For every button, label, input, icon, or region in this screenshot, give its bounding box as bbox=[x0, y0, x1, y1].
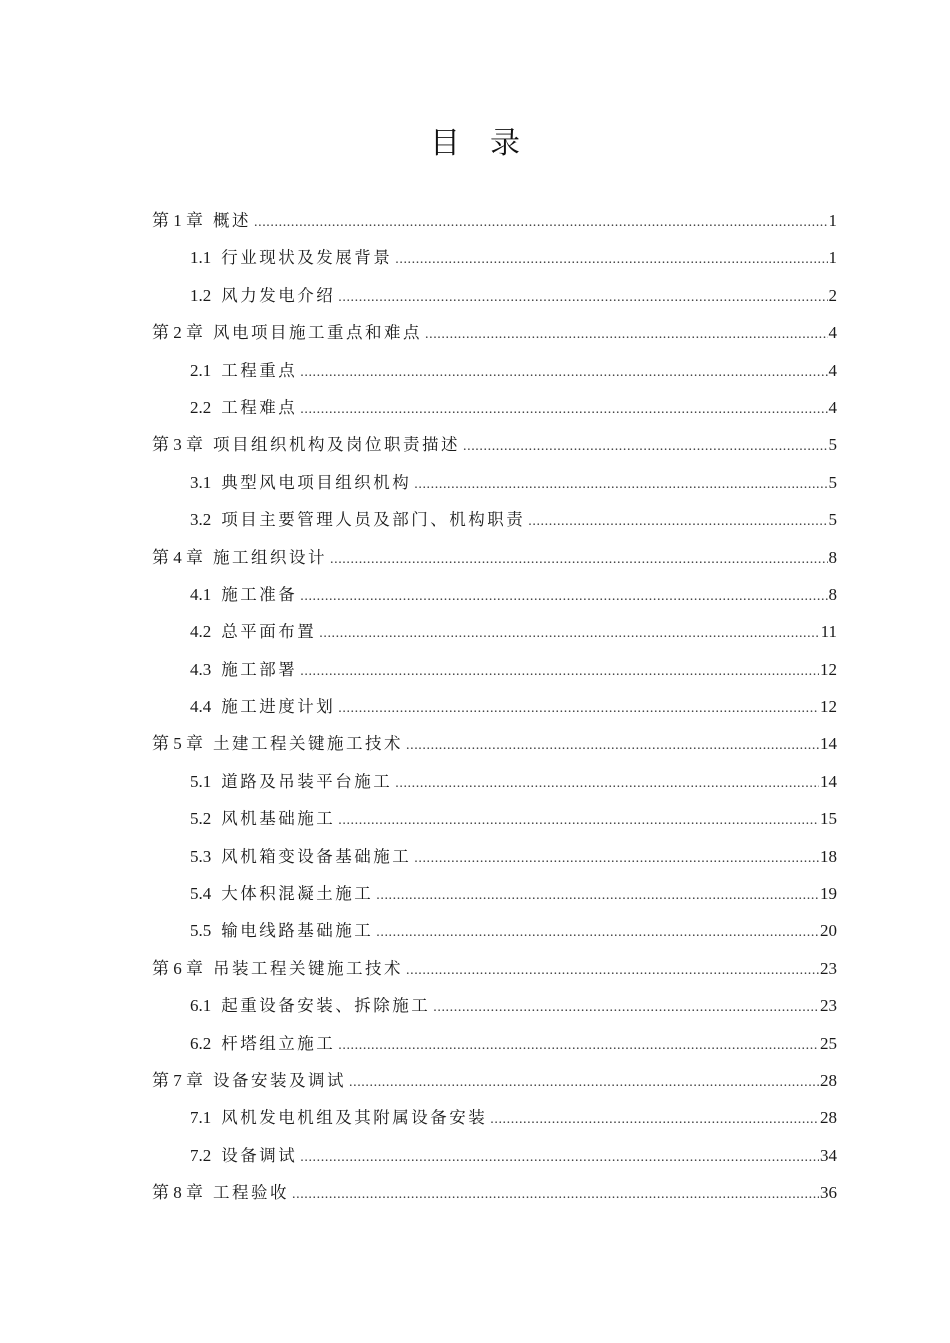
entry-page-number: 28 bbox=[820, 1070, 837, 1090]
entry-title: 土建工程关键施工技术 bbox=[213, 734, 403, 754]
entry-page-number: 28 bbox=[820, 1108, 837, 1128]
entry-number: 6.1 bbox=[190, 996, 212, 1016]
entry-number: 第 5 章 bbox=[152, 734, 203, 754]
entry-title: 施工准备 bbox=[221, 584, 298, 604]
entry-number: 7.2 bbox=[190, 1145, 212, 1165]
entry-page-number: 23 bbox=[820, 958, 837, 978]
toc-chapter-entry[interactable] bbox=[152, 1064, 837, 1101]
toc-section-entry[interactable] bbox=[152, 615, 837, 652]
entry-number: 第 8 章 bbox=[152, 1183, 203, 1203]
entry-title: 行业现状及发展背景 bbox=[221, 248, 393, 268]
entry-number: 5.4 bbox=[190, 884, 212, 904]
dot-leader bbox=[300, 1141, 819, 1174]
entry-title: 风机箱变设备基础施工 bbox=[221, 846, 412, 866]
entry-title: 设备安装及调试 bbox=[213, 1070, 346, 1090]
entry-number: 第 2 章 bbox=[152, 323, 203, 343]
entry-title: 工程验收 bbox=[213, 1183, 289, 1203]
entry-page-number: 4 bbox=[828, 360, 837, 380]
entry-number: 4.4 bbox=[190, 697, 212, 717]
toc-section-entry[interactable] bbox=[152, 578, 837, 615]
entry-number: 5.5 bbox=[190, 921, 212, 941]
toc-chapter-entry[interactable] bbox=[152, 727, 837, 764]
toc-section-entry[interactable] bbox=[152, 1139, 837, 1176]
dot-leader bbox=[292, 1178, 819, 1211]
dot-leader bbox=[406, 729, 819, 762]
entry-title: 风机基础施工 bbox=[221, 809, 336, 829]
entry-page-number: 5 bbox=[828, 435, 837, 455]
entry-number: 5.1 bbox=[190, 771, 212, 791]
entry-number: 6.2 bbox=[190, 1033, 212, 1053]
dot-leader bbox=[338, 692, 819, 725]
entry-number: 第 4 章 bbox=[152, 547, 203, 567]
dot-leader bbox=[463, 430, 828, 463]
entry-page-number: 12 bbox=[820, 659, 837, 679]
toc-section-entry[interactable] bbox=[152, 1027, 837, 1064]
entry-page-number: 23 bbox=[820, 996, 837, 1016]
toc-section-entry[interactable] bbox=[152, 690, 837, 727]
entry-page-number: 1 bbox=[828, 248, 837, 268]
entry-page-number: 8 bbox=[828, 547, 837, 567]
entry-page-number: 15 bbox=[820, 809, 837, 829]
entry-page-number: 36 bbox=[820, 1183, 837, 1203]
entry-page-number: 25 bbox=[820, 1033, 837, 1053]
entry-title: 输电线路基础施工 bbox=[221, 921, 374, 941]
dot-leader bbox=[338, 804, 819, 837]
dot-leader bbox=[395, 767, 819, 800]
entry-page-number: 8 bbox=[828, 584, 837, 604]
entry-number: 4.1 bbox=[190, 584, 212, 604]
toc-section-entry[interactable] bbox=[152, 877, 837, 914]
entry-page-number: 4 bbox=[828, 323, 837, 343]
toc-chapter-entry[interactable] bbox=[152, 316, 837, 353]
dot-leader bbox=[330, 543, 828, 576]
entry-title: 总平面布置 bbox=[221, 622, 317, 642]
toc-section-entry[interactable] bbox=[152, 653, 837, 690]
toc-chapter-entry[interactable] bbox=[152, 428, 837, 465]
entry-page-number: 2 bbox=[828, 285, 837, 305]
entry-title: 杆塔组立施工 bbox=[221, 1033, 336, 1053]
entry-page-number: 18 bbox=[820, 846, 837, 866]
entry-title: 项目组织机构及岗位职责描述 bbox=[213, 435, 460, 455]
entry-title: 大体积混凝土施工 bbox=[221, 884, 374, 904]
entry-number: 4.3 bbox=[190, 659, 212, 679]
entry-title: 道路及吊装平台施工 bbox=[221, 771, 393, 791]
entry-title: 设备调试 bbox=[221, 1145, 298, 1165]
page-title: 目录 bbox=[430, 126, 550, 161]
entry-title: 起重设备安装、拆除施工 bbox=[221, 996, 431, 1016]
toc-section-entry[interactable] bbox=[152, 391, 837, 428]
toc-section-entry[interactable] bbox=[152, 503, 837, 540]
toc-section-entry[interactable] bbox=[152, 989, 837, 1026]
toc-chapter-entry[interactable] bbox=[152, 952, 837, 989]
dot-leader bbox=[414, 842, 819, 875]
entry-page-number: 34 bbox=[820, 1145, 837, 1165]
dot-leader bbox=[254, 206, 828, 239]
dot-leader bbox=[406, 954, 819, 987]
entry-title: 工程重点 bbox=[221, 360, 298, 380]
dot-leader bbox=[300, 655, 819, 688]
entry-page-number: 5 bbox=[828, 510, 837, 530]
entry-title: 风力发电介绍 bbox=[221, 285, 336, 305]
entry-page-number: 4 bbox=[828, 397, 837, 417]
toc-section-entry[interactable] bbox=[152, 241, 837, 278]
entry-number: 5.3 bbox=[190, 846, 212, 866]
entry-title: 施工进度计划 bbox=[221, 697, 336, 717]
entry-number: 第 7 章 bbox=[152, 1070, 203, 1090]
dot-leader bbox=[338, 281, 827, 314]
entry-title: 施工部署 bbox=[221, 659, 298, 679]
entry-page-number: 1 bbox=[828, 211, 837, 230]
entry-number: 2.1 bbox=[190, 360, 212, 380]
entry-number: 5.2 bbox=[190, 809, 212, 829]
entry-number: 第 1 章 bbox=[152, 211, 203, 230]
entry-title: 工程难点 bbox=[221, 397, 298, 417]
toc-section-entry[interactable] bbox=[152, 279, 837, 316]
entry-title: 项目主要管理人员及部门、机构职责 bbox=[221, 510, 526, 530]
toc-section-entry[interactable] bbox=[152, 466, 837, 503]
dot-leader bbox=[528, 505, 827, 538]
entry-page-number: 5 bbox=[828, 472, 837, 492]
toc-chapter-entry[interactable] bbox=[152, 541, 837, 578]
dot-leader bbox=[395, 243, 827, 276]
dot-leader bbox=[338, 1029, 819, 1062]
toc-section-entry[interactable] bbox=[152, 765, 837, 802]
entry-title: 风机发电机组及其附属设备安装 bbox=[221, 1108, 488, 1128]
entry-number: 7.1 bbox=[190, 1108, 212, 1128]
toc-section-entry[interactable] bbox=[152, 802, 837, 839]
toc-section-entry[interactable] bbox=[152, 1101, 837, 1138]
toc-chapter-entry[interactable] bbox=[152, 1176, 837, 1213]
dot-leader bbox=[300, 393, 827, 426]
toc-section-entry[interactable] bbox=[152, 354, 837, 391]
dot-leader bbox=[349, 1066, 819, 1099]
dot-leader bbox=[300, 580, 827, 613]
dot-leader bbox=[425, 318, 828, 351]
entry-number: 1.2 bbox=[190, 285, 212, 305]
dot-leader bbox=[376, 879, 819, 912]
entry-page-number: 12 bbox=[820, 697, 837, 717]
entry-number: 1.1 bbox=[190, 248, 212, 268]
entry-page-number: 11 bbox=[820, 622, 837, 642]
toc-section-entry[interactable] bbox=[152, 840, 837, 877]
dot-leader bbox=[319, 617, 819, 650]
entry-number: 4.2 bbox=[190, 622, 212, 642]
entry-number: 3.2 bbox=[190, 510, 212, 530]
dot-leader bbox=[490, 1103, 819, 1136]
entry-page-number: 14 bbox=[820, 734, 837, 754]
dot-leader bbox=[300, 356, 827, 389]
entry-title: 吊装工程关键施工技术 bbox=[213, 958, 403, 978]
toc-section-entry[interactable] bbox=[152, 914, 837, 951]
dot-leader bbox=[414, 468, 827, 501]
entry-number: 第 3 章 bbox=[152, 435, 203, 455]
toc-chapter-entry[interactable] bbox=[152, 204, 837, 241]
entry-page-number: 19 bbox=[820, 884, 837, 904]
entry-page-number: 14 bbox=[820, 771, 837, 791]
entry-number: 3.1 bbox=[190, 472, 212, 492]
entry-title: 施工组织设计 bbox=[213, 547, 327, 567]
entry-number: 2.2 bbox=[190, 397, 212, 417]
table-of-contents bbox=[152, 204, 837, 1214]
dot-leader bbox=[433, 991, 819, 1024]
dot-leader bbox=[376, 916, 819, 949]
entry-title: 典型风电项目组织机构 bbox=[221, 472, 412, 492]
entry-title: 概述 bbox=[213, 211, 251, 230]
entry-number: 第 6 章 bbox=[152, 958, 203, 978]
entry-title: 风电项目施工重点和难点 bbox=[213, 323, 422, 343]
entry-page-number: 20 bbox=[820, 921, 837, 941]
